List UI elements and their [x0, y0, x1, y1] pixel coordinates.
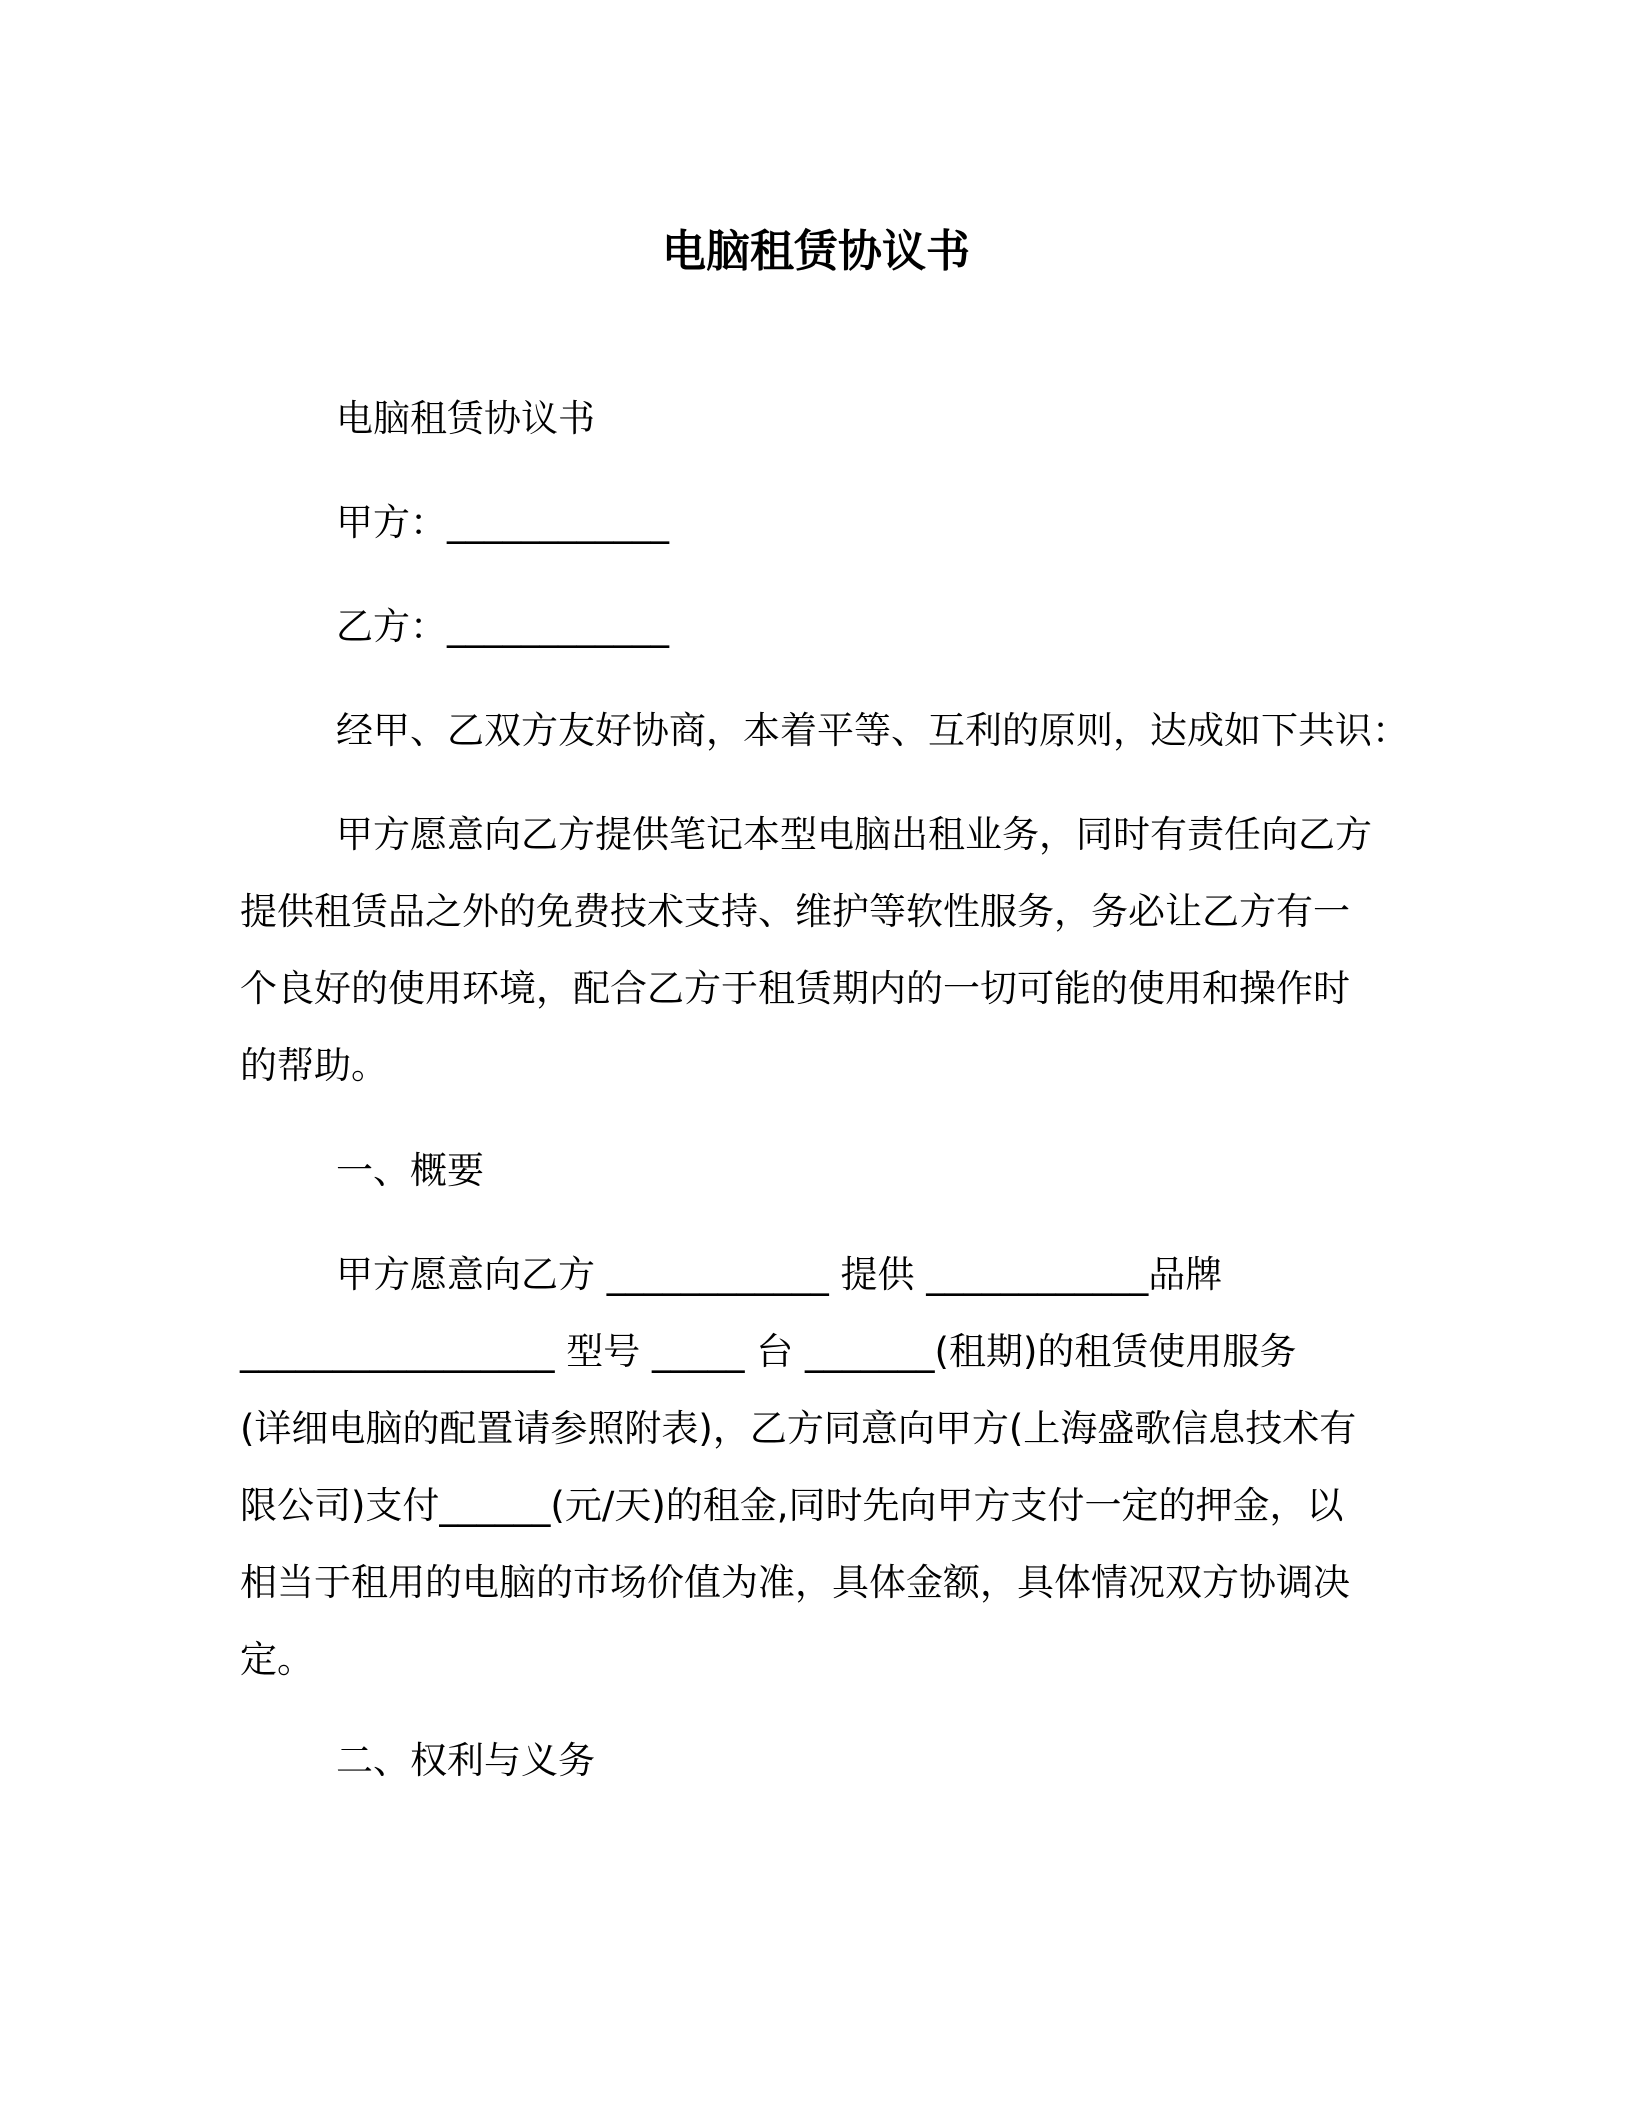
paragraph-line: 提供租赁品之外的免费技术支持、维护等软性服务，务必让乙方有一: [240, 890, 1350, 933]
preamble-text: 经甲、乙双方友好协商，本着平等、互利的原则，达成如下共识：: [336, 709, 1409, 752]
paragraph-line: 的帮助。: [240, 1044, 388, 1087]
paragraph-line: 甲方愿意向乙方提供笔记本型电脑出租业务，同时有责任向乙方: [336, 813, 1372, 856]
paragraph-line: (详细电脑的配置请参照附表)，乙方同意向甲方(上海盛歌信息技术有: [240, 1407, 1357, 1450]
paragraph-line: 相当于租用的电脑的市场价值为准，具体金额，具体情况双方协调决: [240, 1561, 1350, 1604]
document-title: 电脑租赁协议书: [662, 226, 970, 277]
paragraph-line: _________________ 型号 _____ 台 _______(租期)的租赁使用服务: [240, 1330, 1297, 1373]
section-2-heading: 二、权利与义务: [336, 1739, 595, 1782]
paragraph-line: 限公司)支付______(元/天)的租金,同时先向甲方支付一定的押金，以: [240, 1484, 1344, 1527]
paragraph-line: 定。: [240, 1638, 314, 1681]
section-1-heading: 一、概要: [336, 1149, 484, 1192]
intro-paragraph: [240, 796, 1400, 1104]
paragraph-line: 个良好的使用环境，配合乙方于租赁期内的一切可能的使用和操作时: [240, 967, 1350, 1010]
section-1-paragraph: [240, 1236, 1400, 1698]
party-b-line: 乙方：____________: [336, 605, 669, 648]
party-a-line: 甲方：____________: [336, 501, 669, 544]
document-subtitle: 电脑租赁协议书: [336, 397, 595, 440]
paragraph-line: 甲方愿意向乙方 ____________ 提供 ____________品牌: [336, 1253, 1223, 1296]
